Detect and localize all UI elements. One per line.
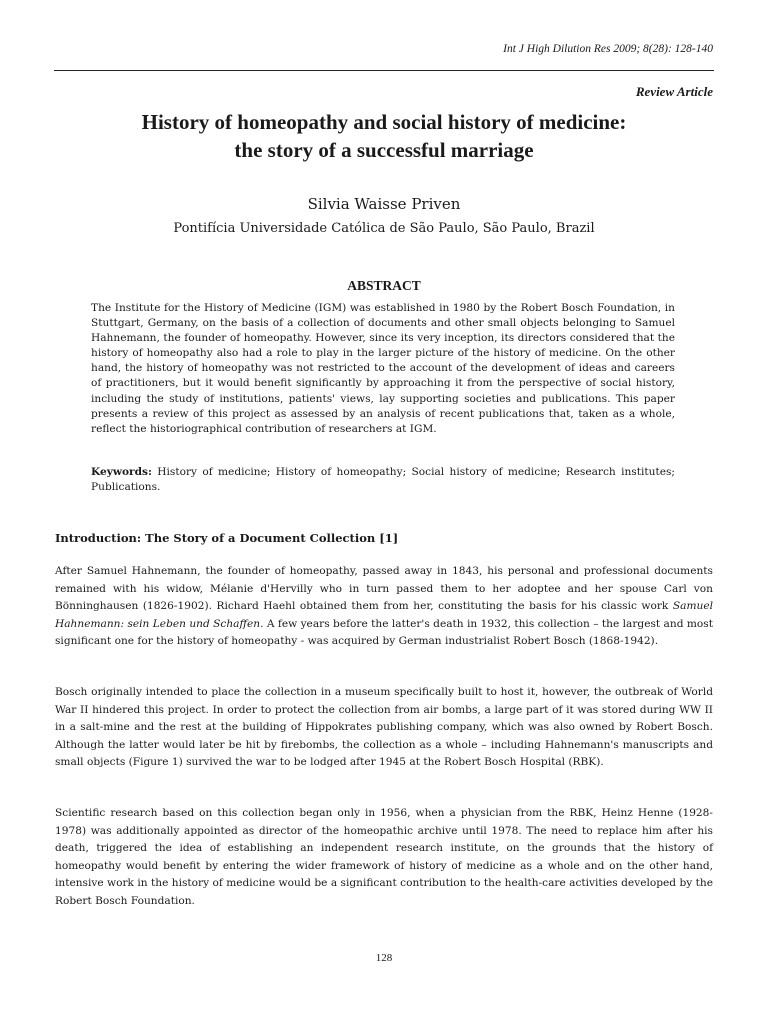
intro-p1-end: . A few years before the latter's death in 1932, this collection – the largest and most significant one for the history of homeopathy - was acquired by German industrialist Robert Bosch (1868-1942). [55,617,713,647]
keywords [91,465,675,495]
article-title [40,108,728,164]
abstract-text: The Institute for the History of Medicine (IGM) was established in 1980 by the Robert Bosch Foundation, in Stuttgart, Germany, on the basis of a collection of documents and other small objects belonging to Samuel Hahnemann, the founder of homeopathy. However, since its very inception, its directors considered that the history of homeopathy also had a role to play in the larger picture of the history of medicine. On the other hand, the history of homeopathy was not restricted to the account of the development of ideas and careers of practitioners, but it would benefit significantly by approaching it from the perspective of social history, including the study of institutions, patients' views, lay supporting societies and publications. This paper presents a review of this project as assessed by an analysis of recent publications that, taken as a whole, reflect the historiographical contribution of researchers at IGM. [91,302,675,435]
book-title: Samuel Hahnemann: sein Leben und Schaffen [55,600,713,630]
article-type-label: Review Article [635,84,713,99]
intro-paragraph-3: Scientific research based on this collection began only in 1956, when a physician from the RBK, Heinz Henne (1928-1978) was additionally appointed as director of the homeopathic archive until 1978. The need to replace him after his death, triggered the idea of establishing an independent research institute, on the grounds that the history of homeopathy would benefit by entering the wider framework of history of medicine as a whole and on the other hand, intensive work in the history of medicine would be a significant contribution to the health-care activities developed by the Robert Bosch Foundation. [55,807,713,907]
page-number: 128 [375,952,393,964]
keywords-label: Keywords: [91,466,152,478]
intro-paragraph-1 [55,563,713,651]
intro-p1-start: After Samuel Hahnemann, the founder of homeopathy, passed away in 1843, his personal and professional documents remained with his widow, Mélanie d'Hervilly who in turn passed them to her adoptee and her spouse Carl von Bönninghausen (1826-1902). Richard Haehl obtained them from her, constituting the basis for his classic work [55,565,713,612]
abstract-heading: ABSTRACT [347,278,421,293]
section-heading-introduction: Introduction: The Story of a Document Collection [1] [55,531,399,545]
title-line-2: the story of a successful marriage [234,138,534,162]
title-line-1: History of homeopathy and social history of medicine: [141,110,627,134]
intro-paragraph-2: Bosch originally intended to place the collection in a museum specifically built to host it, however, the outbreak of World War II hindered this project. In order to protect the collection from air bombs, a large part of it was stored during WW II in a salt-mine and the rest at the building of Hippokrates publishing company, which was also owned by Robert Bosch. Although the latter would later be hit by firebombs, the collection as a whole – including Hahnemann's manuscripts and small objects (Figure 1) survived the war to be lodged after 1945 at the Robert Bosch Hospital (RBK). [55,686,713,768]
keywords-text: History of medicine; History of homeopathy; Social history of medicine; Research institutes; Publications. [91,466,675,494]
author-name: Silvia Waisse Priven [307,195,461,213]
header-rule [54,70,714,71]
author-affiliation: Pontifícia Universidade Católica de São Paulo, São Paulo, Brazil [173,221,595,236]
journal-reference: Int J High Dilution Res 2009; 8(28): 128-140 [503,43,713,55]
